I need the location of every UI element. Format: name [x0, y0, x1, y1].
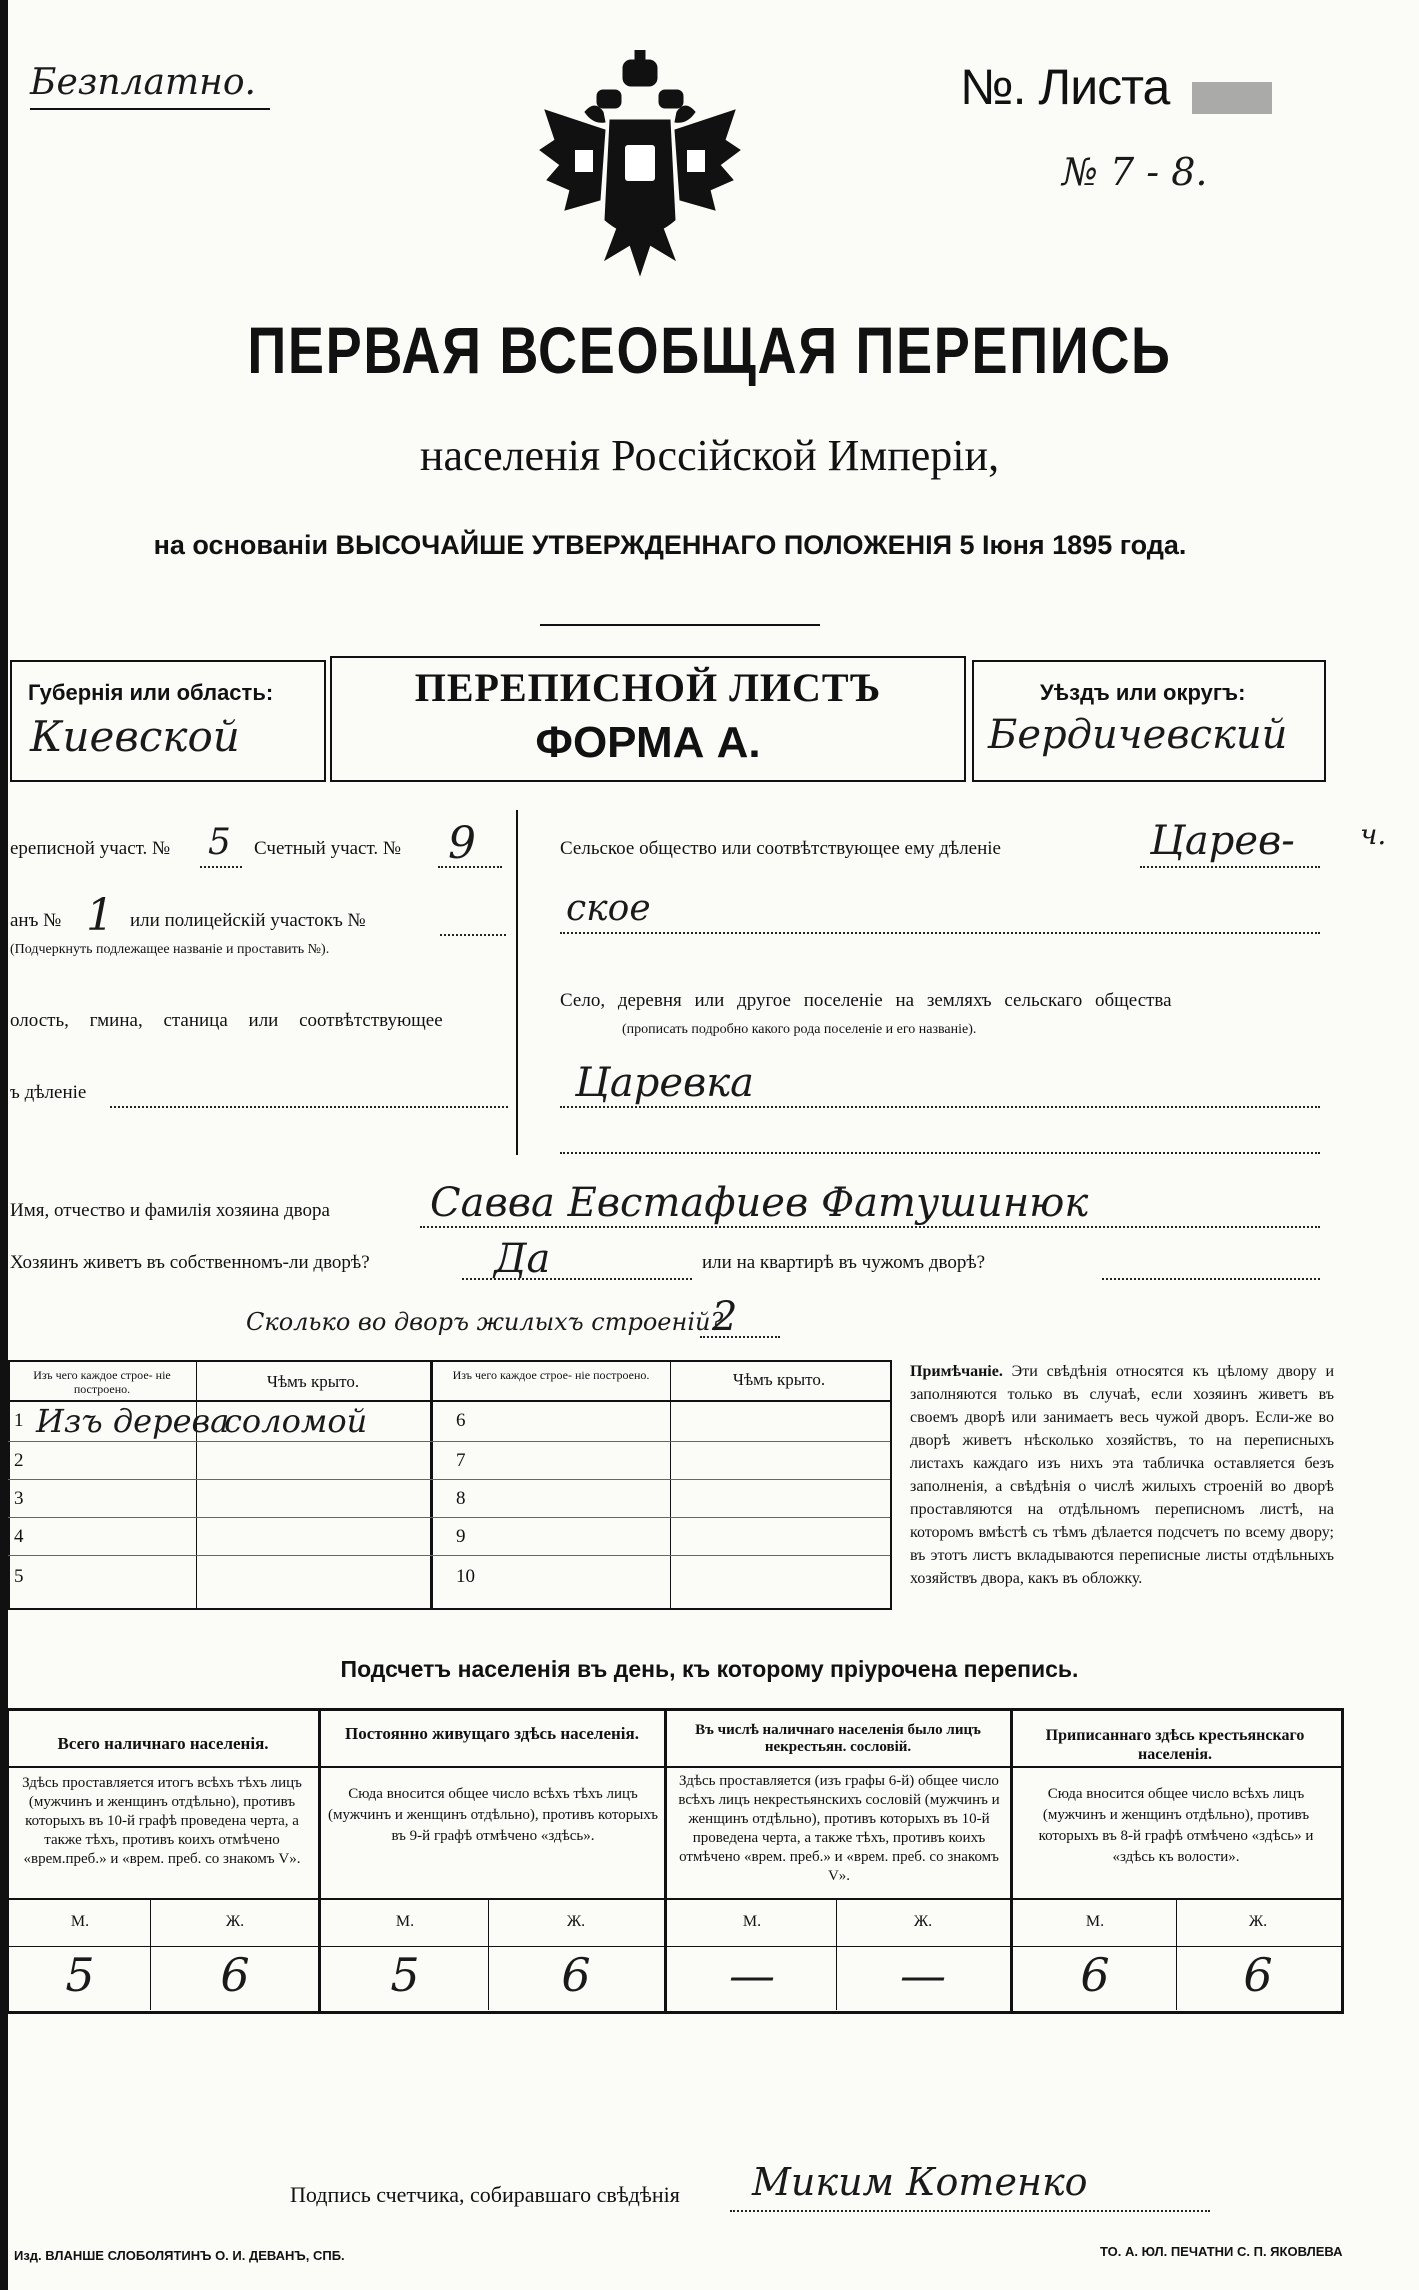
note-label: Примѣчаніе. [910, 1363, 1003, 1380]
table-col4-header: Чѣмъ крыто. [732, 1370, 826, 1389]
row-number: 3 [14, 1488, 24, 1509]
row-number: 6 [456, 1410, 466, 1431]
free-underline [30, 108, 270, 110]
footer-right: ТО. А. ЮЛ. ПЕЧАТНИ С. П. ЯКОВЛЕВА [1100, 2244, 1343, 2259]
row-number: 1 [14, 1410, 24, 1431]
buildings-value: 2 [712, 1294, 738, 1340]
table-col2-header: Чѣмъ крыто. [266, 1372, 360, 1391]
count-col2-f-value: 6 [561, 1948, 591, 2002]
schetny-uchast-value: 9 [448, 818, 476, 869]
signature-label: Подпись счетчика, собиравшаго свѣдѣнія [290, 2182, 680, 2207]
margin-mark: ч. [1360, 818, 1387, 851]
buildings-label: Сколько во дворъ жилыхъ строеній? [246, 1308, 724, 1336]
count-col3-m-label: М. [742, 1913, 762, 1930]
count-col2-m-value: 5 [390, 1948, 420, 2002]
count-col4-f-value: 6 [1243, 1948, 1273, 2002]
underline-note: (Подчеркнуть подлежащее названіе и проставить №). [10, 942, 330, 957]
form-title: ПЕРЕПИСНОЙ ЛИСТЪ [414, 665, 882, 710]
count-col2-f-label: Ж. [566, 1913, 586, 1930]
basis-line: на основаніи ВЫСОЧАЙШЕ УТВЕРЖДЕННАГО ПОЛОЖЕНІЯ 5 Іюня 1895 года. [153, 530, 1187, 560]
row-number: 9 [456, 1526, 466, 1547]
count-col3-head: Въ числѣ наличнаго населенія было лицъ некрестьян. сословій. [695, 1722, 981, 1755]
perepis-uchast-value: 5 [208, 822, 231, 863]
selo-value: Царевка [575, 1060, 755, 1106]
count-col3-f-label: Ж. [913, 1913, 933, 1930]
free-label: Безплатно. [30, 62, 256, 103]
own-yard-label: Хозяинъ живетъ въ собственномъ-ли дворѣ? [10, 1252, 370, 1273]
signature-value: Миким Котенко [752, 2160, 1088, 2204]
delenie-label: ъ дѣленіе [10, 1082, 87, 1103]
count-col1-desc: Здѣсь проставляется итогъ всѣхъ тѣхъ лицъ (мужчинъ и женщинъ отдѣльно), противъ которыхъ въ 10-й графѣ проведена черта, а также тѣхъ, противъ коихъ отмѣчено «врем.преб.» и «врем. преб. со знакомъ V». [22, 1775, 302, 1867]
field-divider [516, 810, 518, 1155]
selo-note: (прописать подробно какого рода поселеніе и его названіе). [622, 1022, 977, 1037]
count-col1-m-label: М. [70, 1913, 90, 1930]
perepis-uchast-label: ереписной участ. № [10, 838, 171, 859]
note-text: Эти свѣдѣнія относятся къ цѣлому двору и заполняются только въ случаѣ, если хозяинъ живетъ въ своемъ дворѣ или занимаетъ весь чужой дворъ. Если-же во дворѣ живетъ нѣсколько хозяйствъ, то на переписныхъ листахъ каждаго изъ нихъ эта табличка оставляется безъ заполненія, а свѣдѣнія о числѣ жилыхъ строеній во дворѣ проставляются на отдѣльномъ переписномъ листѣ, на которомъ вмѣстѣ съ тѣмъ дѣлается подсчетъ по всему двору; въ этотъ листъ вкладываются переписные листы отдѣльныхъ хозяйствъ двора, какъ въ обложку. [910, 1363, 1335, 1587]
subtitle: населенія Россійской Имперіи, [419, 431, 1000, 480]
form-subtitle: ФОРМА А. [535, 718, 761, 767]
table-col3-header: Изъ чего каждое строе- ніе построено. [452, 1368, 650, 1382]
own-yard-value: Да [494, 1236, 551, 1282]
table-col1-header: Изъ чего каждое строе- ніе построено. [33, 1368, 171, 1396]
sheet-number-handwritten: № 7 - 8. [1062, 150, 1208, 194]
volost-label: олость, гмина, станица или соотвѣтствующее [10, 1010, 443, 1031]
count-col1-f-value: 6 [220, 1948, 250, 2002]
count-col4-head: Приписаннаго здѣсь крестьянскаго населенія. [1045, 1727, 1305, 1763]
count-col4-f-label: Ж. [1248, 1913, 1268, 1930]
gubernia-value: Киевской [30, 712, 240, 761]
row-number: 2 [14, 1450, 24, 1471]
note-block [910, 1360, 1334, 1590]
uezd-value: Бердичевский [988, 712, 1288, 758]
title-ornament [540, 624, 820, 626]
count-col4-m-label: М. [1085, 1913, 1105, 1930]
row-roof: соломой [224, 1402, 368, 1440]
stan-rest-label: или полицейскій участокъ № [130, 910, 366, 931]
count-col1-head: Всего наличнаго населенія. [57, 1734, 269, 1753]
row-number: 8 [456, 1488, 466, 1509]
selskoe-label: Сельское общество или соотвѣтствующее ему дѣленіе [560, 838, 1001, 859]
count-col2-head: Постоянно живущаго здѣсь населенія. [345, 1724, 639, 1743]
row-number: 10 [456, 1566, 475, 1587]
count-col3-desc: Здѣсь проставляется (изъ графы 6-й) общее число всѣхъ лицъ некрестьянскихъ сословій (мужчинъ и женщинъ отдѣльно), противъ которыхъ въ 10-й проведена черта, а также тѣхъ, противъ коихъ отмѣчено «врем. преб.» и «врем. преб. со знакомъ V». [678, 1773, 1000, 1884]
row-number: 7 [456, 1450, 466, 1471]
count-col2-desc: Сюда вносится общее число всѣхъ тѣхъ лицъ (мужчинъ и женщинъ отдѣльно), противъ которыхъ въ 9-й графѣ отмѣчено «здѣсь». [328, 1786, 658, 1844]
selskoe-value: Царев- [1150, 818, 1295, 864]
main-title: ПЕРВАЯ ВСЕОБЩАЯ ПЕРЕПИСЬ [247, 313, 1172, 387]
selskoe-value-2: ское [566, 888, 651, 929]
count-title: Подсчетъ населенія въ день, къ которому пріурочена перепись. [340, 1656, 1079, 1682]
row-material: Изъ дерева [36, 1402, 230, 1440]
buildings-table [8, 1360, 892, 1610]
rent-label: или на квартирѣ въ чужомъ дворѣ? [702, 1252, 986, 1273]
redaction-patch [1192, 82, 1272, 114]
count-col3-m-value: — [729, 1948, 775, 2002]
sheet-number-label: №. Листа [960, 59, 1170, 115]
count-col3-f-value: — [900, 1948, 946, 2002]
row-number: 5 [14, 1566, 24, 1587]
count-col2-m-label: М. [395, 1913, 415, 1930]
count-col4-m-value: 6 [1080, 1948, 1110, 2002]
stan-label: анъ № [10, 910, 62, 931]
count-col1-m-value: 5 [65, 1948, 95, 2002]
row-number: 4 [14, 1526, 24, 1547]
stan-value: 1 [86, 890, 114, 941]
count-col1-f-label: Ж. [225, 1913, 245, 1930]
count-col4-desc: Сюда вносится общее число всѣхъ лицъ (мужчинъ и женщинъ отдѣльно), противъ которыхъ въ 8-й графѣ отмѣчено «здѣсь» и «здѣсь къ волости». [1038, 1786, 1314, 1865]
owner-value: Савва Евстафиев Фатушинюк [430, 1180, 1089, 1226]
imperial-eagle-emblem [535, 50, 745, 280]
footer-left: Изд. ВЛАНШЕ СЛОБОЛЯТИНЪ О. И. ДЕВАНЪ, СПБ. [14, 2248, 345, 2263]
selo-label: Село, деревня или другое поселеніе на земляхъ сельскаго общества [560, 990, 1172, 1011]
uezd-label: Уѣздъ или округъ: [1040, 680, 1246, 705]
owner-label: Имя, отчество и фамилія хозяина двора [10, 1200, 330, 1221]
gubernia-label: Губернія или область: [28, 680, 274, 705]
schetny-uchast-label: Счетный участ. № [254, 838, 401, 859]
